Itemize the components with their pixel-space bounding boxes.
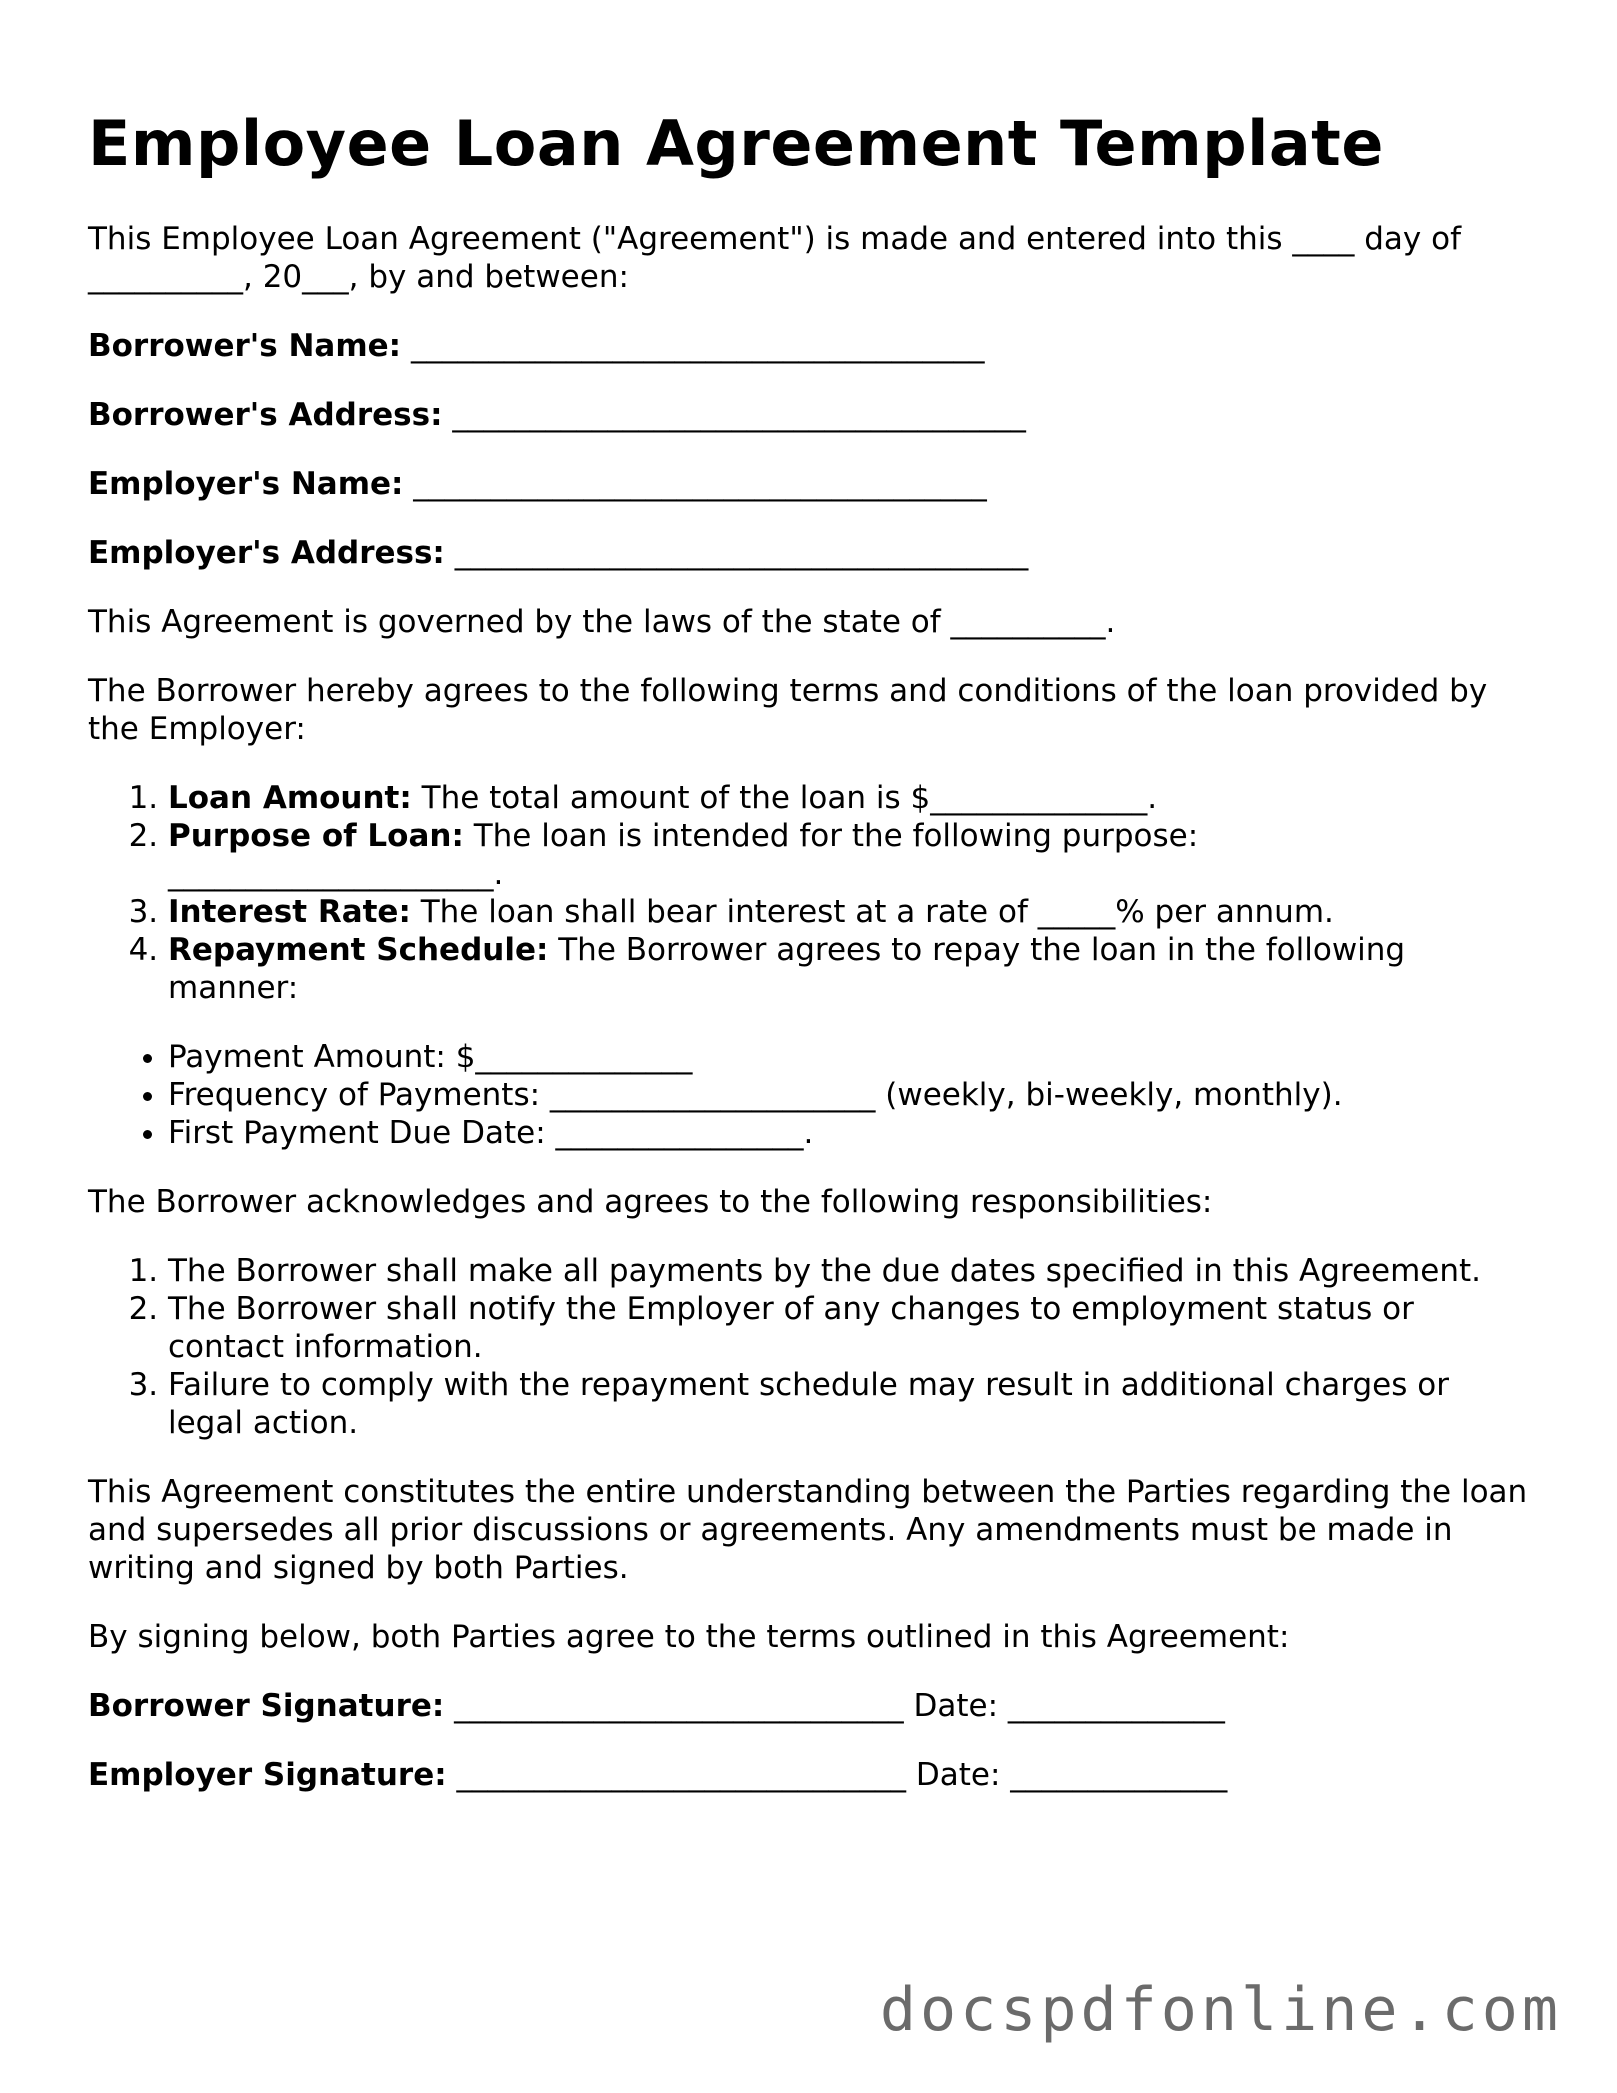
responsibilities-list (88, 1252, 1528, 1442)
terms-intro-paragraph: The Borrower hereby agrees to the following terms and conditions of the loan provided by the Employer: (88, 673, 1488, 747)
entire-agreement-paragraph: This Agreement constitutes the entire understanding between the Parties regarding the loan and supersedes all prior discussions or agreements. Any amendments must be made in writing and signed by both Parties. (88, 1474, 1528, 1586)
responsibilities-intro-paragraph: The Borrower acknowledges and agrees to the following responsibilities: (88, 1184, 1213, 1220)
employer-address-field (88, 534, 1528, 572)
list-item (168, 893, 1528, 931)
list-item (168, 931, 1528, 1007)
list-item: • First Payment Due Date: ________________. (168, 1114, 1528, 1152)
field-label: Borrower's Name: (88, 328, 402, 364)
field-blank: _____________________________________ (452, 397, 1026, 433)
term-text: The total amount of the loan is $______________. (411, 780, 1158, 816)
term-text: The loan shall bear interest at a rate of _____% per annum. (410, 894, 1334, 930)
term-label: Loan Amount: (168, 780, 412, 816)
term-text: The Borrower agrees to repay the loan in the following manner: (168, 932, 1406, 1006)
signature-blank: _____________________________ (454, 1688, 904, 1724)
date-label: Date: (913, 1688, 999, 1724)
date-blank: ______________ (1010, 1757, 1228, 1793)
date-blank: ______________ (1007, 1688, 1225, 1724)
employer-name-field (88, 465, 1528, 503)
field-blank: _____________________________________ (454, 535, 1029, 571)
term-label: Interest Rate: (168, 894, 411, 930)
signature-label: Employer Signature: (88, 1757, 447, 1793)
date-label: Date: (915, 1757, 1001, 1793)
term-text: The loan is intended for the following purpose: _____________________. (168, 818, 1199, 892)
signature-label: Borrower Signature: (88, 1688, 445, 1724)
employer-signature-line (88, 1756, 1528, 1794)
field-blank: _____________________________________ (413, 466, 987, 502)
document-page (88, 108, 1528, 1825)
list-item: 2. The Borrower shall notify the Employer of any changes to employment status or contact information. (168, 1290, 1528, 1366)
list-item: 1. The Borrower shall make all payments by the due dates specified in this Agreement. (168, 1252, 1528, 1290)
term-label: Repayment Schedule: (168, 932, 549, 968)
borrower-signature-line (88, 1687, 1528, 1725)
list-item (168, 779, 1528, 817)
field-blank: _____________________________________ (410, 328, 985, 364)
watermark: docspdfonline.com (879, 1975, 1562, 2045)
terms-list (88, 779, 1528, 1007)
borrower-name-field (88, 327, 1528, 365)
intro-paragraph: This Employee Loan Agreement ("Agreement") is made and entered into this ____ day of __________, 20___, by and between: (88, 221, 1461, 295)
list-item (168, 817, 1528, 893)
field-label: Employer's Address: (88, 535, 445, 571)
signing-intro-paragraph: By signing below, both Parties agree to the terms outlined in this Agreement: (88, 1619, 1290, 1655)
list-item: • Payment Amount: $______________ (168, 1038, 1528, 1076)
document-title: Employee Loan Agreement Template (88, 107, 1384, 180)
list-item: 3. Failure to comply with the repayment schedule may result in additional charges or legal action. (168, 1366, 1528, 1442)
list-item: • Frequency of Payments: _____________________ (weekly, bi-weekly, monthly). (168, 1076, 1528, 1114)
payments-list (88, 1038, 1528, 1152)
borrower-address-field (88, 396, 1528, 434)
field-label: Employer's Name: (88, 466, 404, 502)
signature-blank: _____________________________ (456, 1757, 906, 1793)
field-label: Borrower's Address: (88, 397, 443, 433)
governing-law-paragraph: This Agreement is governed by the laws of the state of __________. (88, 604, 1116, 640)
term-label: Purpose of Loan: (168, 818, 464, 854)
